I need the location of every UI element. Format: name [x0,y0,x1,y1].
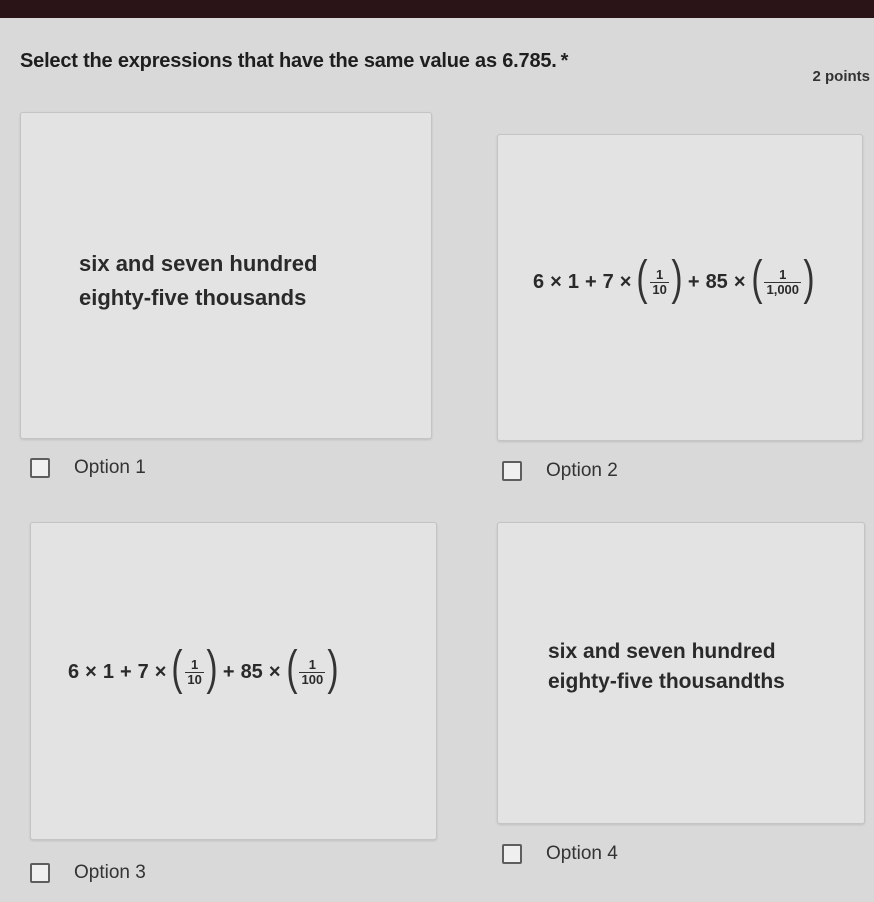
expr-term: 1 [102,660,114,683]
option-3-checkbox[interactable] [30,863,50,883]
times-sign: × [619,270,632,293]
required-asterisk: * [560,50,569,72]
expr-term: 1 [567,270,579,293]
expr-term: 7 [137,660,149,683]
option-2-expression [530,252,817,305]
left-paren: ( [285,642,298,695]
option-1-label: Option 1 [74,457,146,478]
plus-sign: + [687,270,700,293]
option-4-text [548,637,785,697]
fraction-denominator: 100 [301,671,324,687]
fraction-numerator: 1 [191,656,199,672]
question-text: Select the expressions that have the same value as 6.785. [20,50,557,72]
option-4-label: Option 4 [546,843,618,864]
question-title [20,50,568,73]
right-paren: ) [327,642,339,695]
times-sign: × [550,270,562,293]
fraction-one-tenth [185,658,203,687]
option-4-card[interactable] [497,522,865,824]
option-4-checkbox[interactable] [502,844,522,864]
left-paren: ( [750,252,763,305]
expr-term: 85 [705,270,728,293]
plus-sign: + [584,270,597,293]
fraction-one-tenth [650,268,668,297]
right-paren: ) [803,252,815,305]
option-3-expression [65,642,341,695]
expr-term: 6 [533,270,545,293]
option-1-text [79,247,317,315]
fraction-numerator: 1 [779,266,787,282]
fraction-denominator: 10 [652,281,667,297]
fraction-denominator: 10 [187,671,202,687]
plus-sign: + [222,660,235,683]
fraction-numerator: 1 [308,656,316,672]
option-2[interactable] [502,460,618,482]
browser-top-bar [0,0,874,18]
fraction-denominator: 1,000 [766,281,800,297]
right-paren: ) [206,642,218,695]
option-1-line-2: eighty-five thousands [79,285,307,310]
expr-term: 6 [68,660,80,683]
option-1-card[interactable] [20,112,432,439]
option-2-checkbox[interactable] [502,461,522,481]
option-1-checkbox[interactable] [30,458,50,478]
option-4[interactable] [502,843,618,865]
left-paren: ( [636,252,649,305]
right-paren: ) [671,252,683,305]
times-sign: × [268,660,281,683]
option-4-line-1: six and seven hundred [548,640,776,663]
fraction-numerator: 1 [656,266,664,282]
option-2-label: Option 2 [546,460,618,481]
plus-sign: + [119,660,132,683]
left-paren: ( [171,642,184,695]
expr-term: 7 [602,270,614,293]
option-1[interactable] [30,457,146,479]
option-3[interactable] [30,862,146,884]
times-sign: × [154,660,167,683]
option-3-card[interactable] [30,522,437,840]
expr-term: 85 [240,660,263,683]
option-2-card[interactable] [497,134,863,441]
option-3-label: Option 3 [74,862,146,883]
fraction-one-thousandth [764,268,801,297]
fraction-one-hundredth [299,658,325,687]
option-1-line-1: six and seven hundred [79,251,318,276]
option-4-line-2: eighty-five thousandths [548,670,785,693]
times-sign: × [733,270,746,293]
points-label: 2 points [812,68,870,85]
times-sign: × [85,660,97,683]
